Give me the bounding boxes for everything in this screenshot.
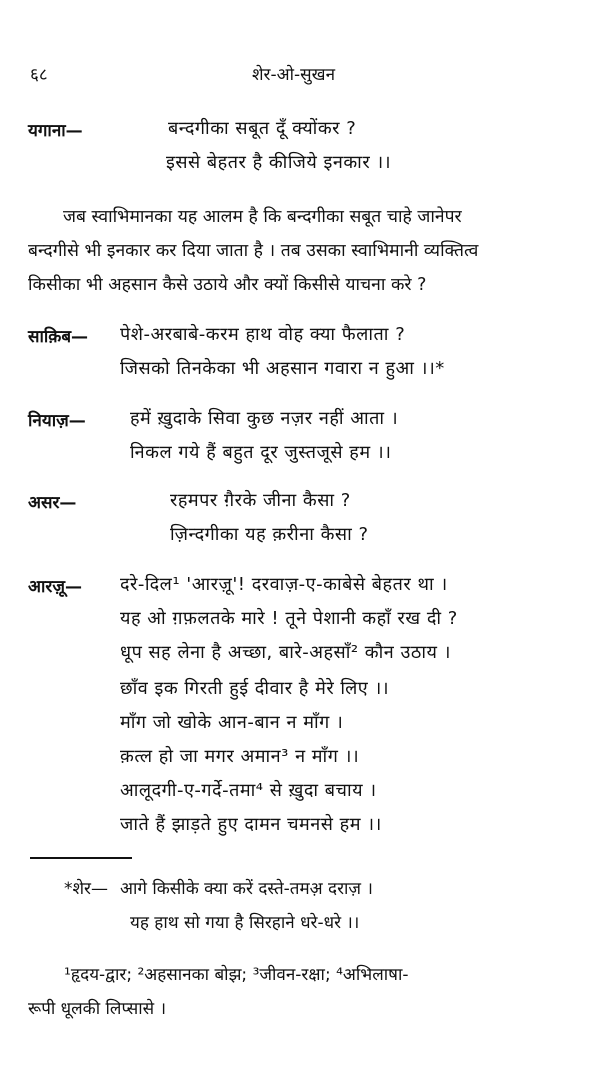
verse-line: इससे बेहतर है कीजिये इनकार ।। [166, 152, 392, 173]
paragraph-line: जब स्वाभिमानका यह आलम है कि बन्दगीका सबूत चाहे जानेपर [63, 207, 462, 227]
glossary-line: ¹हृदय-द्वार; ²अहसानका बोझ; ³जीवन-रक्षा; ⁴अभिलाषा- [64, 965, 409, 985]
footnote-line: आगे किसीके क्या करें दस्ते-तमअ़ दराज़ । [120, 879, 373, 899]
verse-line: माँग जो खोके आन-बान न माँग । [120, 712, 344, 733]
verse-line: दरे-दिल¹ 'आरज़ू'! दरवाज़-ए-काबेसे बेहतर था । [120, 574, 448, 595]
page-number: ६८ [30, 65, 48, 85]
verse-line: हमें ख़ुदाके सिवा कुछ नज़र नहीं आता । [130, 408, 399, 429]
poet-name-niyaz: नियाज़— [28, 411, 86, 431]
footnote-line: यह हाथ सो गया है सिरहाने धरे-धरे ।। [130, 913, 360, 933]
verse-line: जाते हैं झाड़ते हुए दामन चमनसे हम ।। [120, 814, 382, 835]
running-title: शेर-ओ-सुखन [252, 65, 336, 85]
verse-line: जिसको तिनकेका भी अहसान गवारा न हुआ ।।* [120, 358, 445, 379]
glossary-line: रूपी धूलकी लिप्सासे । [28, 999, 167, 1019]
verse-line: ज़िन्दगीका यह क़रीना कैसा ? [170, 524, 369, 545]
paragraph-line: किसीका भी अहसान कैसे उठाये और क्यों किसीसे याचना करे ? [28, 275, 427, 295]
verse-line: आलूदगी-ए-गर्दे-तमा⁴ से ख़ुदा बचाय । [120, 780, 377, 801]
footnote-label: *शेर— [64, 879, 109, 899]
footnote-rule [30, 857, 132, 859]
paragraph-line: बन्दगीसे भी इनकार कर दिया जाता है । तब उसका स्वाभिमानी व्यक्तित्व [28, 241, 479, 261]
verse-line: निकल गये हैं बहुत दूर जुस्तजूसे हम ।। [130, 442, 392, 463]
verse-line: क़त्ल हो जा मगर अमान³ न माँग ।। [120, 746, 360, 767]
verse-line: छाँव इक गिरती हुई दीवार है मेरे लिए ।। [120, 678, 390, 699]
verse-line: बन्दगीका सबूत दूँ क्योंकर ? [168, 118, 357, 139]
poet-name-aarzoo: आरज़ू— [28, 577, 82, 597]
verse-line: धूप सह लेना है अच्छा, बारे-अहसाँ² कौन उठाय । [120, 642, 451, 663]
verse-line: रहमपर ग़ैरके जीना कैसा ? [170, 490, 351, 511]
verse-line: पेशे-अरबाबे-करम हाथ वोह क्या फैलाता ? [120, 324, 406, 345]
poet-name-saqib: साक़िब— [28, 327, 89, 347]
poet-name-yagana: यगाना— [28, 121, 83, 141]
poet-name-asar: असर— [28, 493, 77, 513]
verse-line: यह ओ ग़फ़लतके मारे ! तूने पेशानी कहाँ रख दी ? [120, 608, 458, 629]
